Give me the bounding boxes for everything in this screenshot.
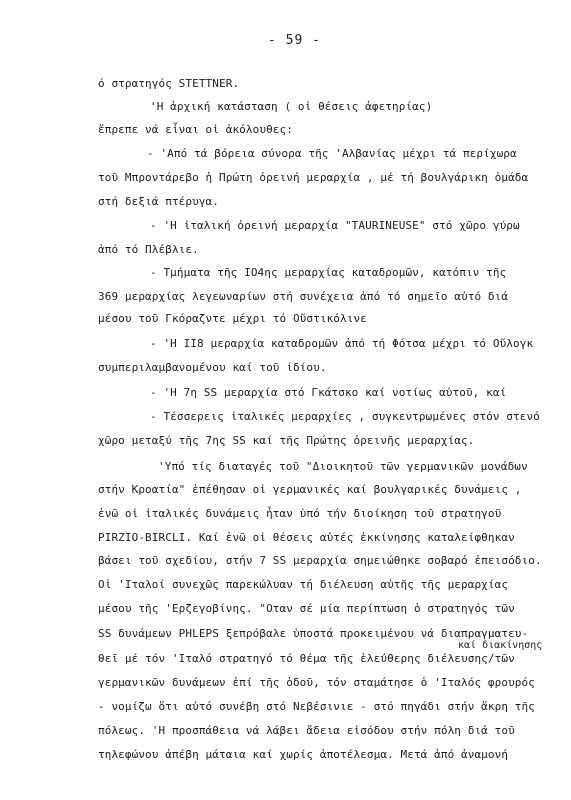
text-line: 'Η ἀρχική κατάσταση ( οἱ θέσεις ἀφετηρίας) — [150, 100, 433, 113]
text-line: - Τμήματα τῆς IO4ης μεραρχίας καταδρομῶν, κατόπιν τῆς — [150, 266, 507, 279]
text-line: βάσει τοῦ σχεδίου, στήν 7 SS μεραρχία σημειώθηκε σοβαρό ἐπεισόδιο. — [98, 554, 542, 567]
text-line: Οἱ 'Ιταλοί συνεχῶς παρεκώλυαν τή διέλευση αὐτῆς τῆς μεραρχίας — [98, 578, 509, 591]
text-line: 369 μεραρχίας λεγεωναρίων στή συνέχεια ἀπό τό σημεῖο αὐτό διά — [98, 290, 509, 303]
text-line: γερμανικῶν δυνάμεων ἐπί τῆς ὁδοῦ, τόν σταμάτησε ὁ 'Ιταλός φρουρός — [98, 676, 535, 689]
text-line: μέσου τοῦ Γκόραζντε μέχρι τό Οὔστικόλινε — [98, 312, 367, 325]
handwritten-insertion: καί διακίνησης — [458, 640, 543, 651]
text-line: στήν Κροατία" ἐπέθησαν οἱ γερμανικές καί βουλγαρικές δυνάμεις , — [98, 483, 522, 496]
text-line: πόλεως. 'Η προσπάθεια νά λάβει ἄδεια εἰσόδου στήν πόλη διά τοῦ — [98, 724, 515, 737]
text-line: χῶρο μεταξύ τῆς 7ης SS καί τῆς Πρώτης ὀρεινῆς μεραρχίας. — [98, 434, 475, 447]
text-line: - νομίζω ὅτι αὐτό συνέβη στό Νεβέσινιε - στό πηγάδι στήν ἄκρη τῆς — [98, 700, 535, 713]
text-line: ό στρατηγός STETTNER. — [98, 77, 240, 90]
text-line: - Τέσσερεις ἰταλικές μεραρχίες , συγκεντρωμένες στόν στενό — [150, 410, 540, 423]
text-line: στή δεξιά πτέρυγα. — [98, 195, 220, 208]
text-line: συμπεριλαμβανομένου καί τοῦ ἰδίου. — [98, 361, 327, 374]
text-line: - 'Η 7η SS μεραρχία στό Γκάτσκο καί νοτίως αὐτοῦ, καί — [150, 386, 507, 399]
text-line: θεῖ μέ τόν 'Ιταλό στρατηγό τό θέμα τῆς ἐλεύθερης διέλευσης/τῶν — [98, 652, 515, 665]
text-line: 'Υπό τίς διαταγές τοῦ "Διοικητοῦ τῶν γερμανικῶν μονάδων — [158, 460, 528, 473]
text-line: ἔπρεπε νά εἶναι οἱ ἀκόλουθες: — [98, 123, 293, 136]
text-line: SS δυνάμεων PHLEPS ξεπρόβαλε ὑποστά προκειμένου νά διαπραγματευ- — [98, 627, 529, 640]
text-line: τηλεφώνου ἀπέβη μάταια καί χωρίς ἀποτέλεσμα. Μετά ἀπό ἀναμονή — [98, 748, 509, 761]
text-line: μέσου τῆς 'Ερζεγοβίνης. "Οταν σέ μία περίπτωση ὁ στρατηγός τῶν — [98, 602, 515, 615]
text-line: τοῦ Μπροντάρεβο ἡ Πρώτη ὀρεινή μεραρχία , μέ τή βουλγάρικη ὁμάδα — [98, 171, 529, 184]
text-line: - 'Η ἰταλική ὀρεινή μεραρχία "TAURINEUSE" στό χῶρο γύρω — [150, 219, 520, 232]
text-line: ἀπό τό Πλέβλιε. — [98, 243, 199, 256]
text-line: - 'Από τά βόρεια σύνορα τῆς 'Αλβανίας μέχρι τά περίχωρα — [147, 147, 517, 160]
text-line: PIRZIO-BIRCLI. Καί ἐνῶ οἱ θέσεις αὐτές ἐκκίνησης καταλείφθηκαν — [98, 531, 515, 544]
text-line: ἐνῶ οἱ ἰταλικές δυνάμεις ἦταν ὑπό τήν διοίκηση τοῦ στρατηγοῦ — [98, 507, 502, 520]
page-number: - 59 - — [268, 33, 321, 48]
text-line: - 'Η II8 μεραρχία καταδρομῶν ἀπό τή Φότσα μέχρι τό Οὔλογκ — [150, 337, 534, 350]
